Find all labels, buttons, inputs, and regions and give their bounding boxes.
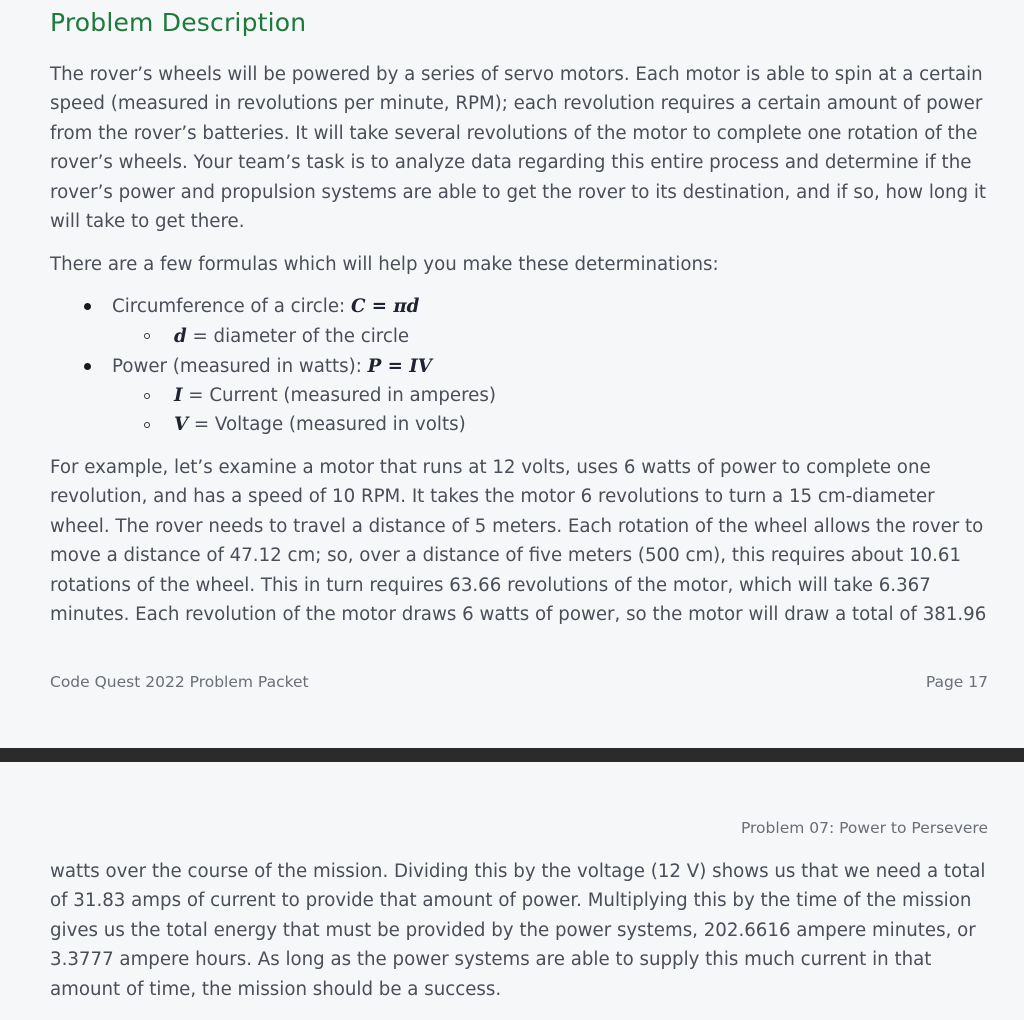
formula-expression: P = IV xyxy=(367,356,432,377)
formulas-intro: There are a few formulas which will help you make these determinations: xyxy=(50,254,719,275)
footer-page-number: Page 17 xyxy=(925,673,988,691)
sub-bullet-icon xyxy=(144,333,150,339)
variable-description: = Voltage (measured in volts) xyxy=(188,414,466,435)
formula-var-d xyxy=(174,322,409,351)
variable-symbol: I xyxy=(174,385,183,406)
example-paragraph: For example, let’s examine a motor that runs at 12 volts, uses 6 watts of power to complete one revolution, and has a speed of 10 RPM. It takes the motor 6 revolutions to turn a 15 cm-diameter wheel. The rover needs to travel a distance of 5 meters. Each rotation of the wheel allows the rover to move a distance of 47.12 cm; so, over a distance of five meters (500 cm), this requires about 10.61 rotations of the wheel. This in turn requires 63.66 revolutions of the motor, which will take 6.367 minutes. Each revolution of the motor draws 6 watts of power, so the motor will draw a total of 381.96 xyxy=(50,457,987,626)
variable-symbol: d xyxy=(174,326,187,347)
formula-power xyxy=(112,352,432,381)
variable-symbol: V xyxy=(174,414,189,435)
variable-description: = Current (measured in amperes) xyxy=(182,385,496,406)
formula-var-i xyxy=(174,381,496,410)
page-divider xyxy=(0,748,1024,762)
sub-bullet-icon xyxy=(144,393,150,399)
variable-description: = diameter of the circle xyxy=(186,326,410,347)
formula-circumference xyxy=(112,292,419,321)
intro-paragraph: The rover’s wheels will be powered by a series of servo motors. Each motor is able to spin at a certain speed (measured in revolutions per minute, RPM); each revolution requires a certain amount of power from the rover’s batteries. It will take several revolutions of the motor to complete one rotation of the rover’s wheels. Your team’s task is to analyze data regarding this entire process and determine if the rover’s power and propulsion systems are able to get the rover to its destination, and if so, how long it will take to get there. xyxy=(50,64,987,233)
footer-packet-title: Code Quest 2022 Problem Packet xyxy=(50,673,309,691)
sub-bullet-icon xyxy=(144,422,150,428)
formula-expression: C = πd xyxy=(350,296,420,317)
section-heading: Problem Description xyxy=(50,8,307,37)
formula-var-v xyxy=(174,410,466,439)
formula-label: Circumference of a circle: xyxy=(112,296,351,317)
header-problem-title: Problem 07: Power to Persevere xyxy=(740,819,988,837)
bullet-icon xyxy=(84,363,91,370)
formula-label: Power (measured in watts): xyxy=(112,356,368,377)
continuation-paragraph: watts over the course of the mission. Dividing this by the voltage (12 V) shows us that we need a total of 31.83 amps of current to provide that amount of power. Multiplying this by the time of the mission gives us the total energy that must be provided by the power systems, 202.6616 ampere minutes, or 3.3777 ampere hours. As long as the power systems are able to supply this much current in that amount of time, the mission should be a success. xyxy=(50,861,986,1000)
bullet-icon xyxy=(84,303,91,310)
